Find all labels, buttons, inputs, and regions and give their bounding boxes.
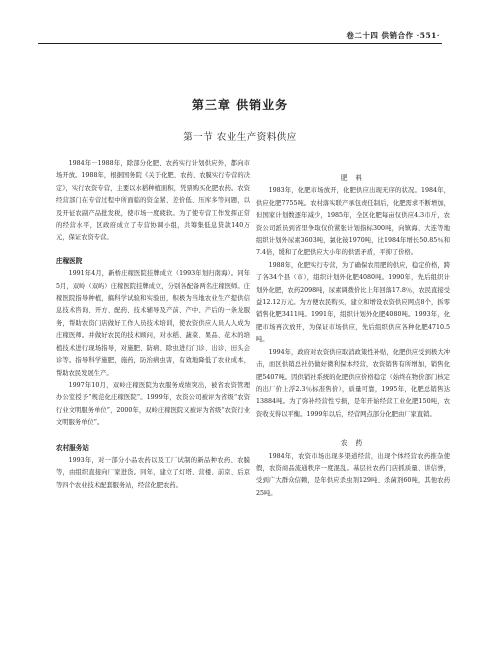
fertilizer-paragraph-2: 1988年，化肥实行专营，为了确保农用肥的供应，稳定价格，跨了各34个县（市），组织计划外化肥4080吨。1990年，先后组织计划外化肥，农药2098吨，尿素调拨价比上年回落17.8％，农民直接受益12.12万元。为方便农民购买，建立和增设农资供应网点8个，拆零销售化肥3411吨。1991年，组织计划外化肥4080吨。1993年，化肥市场再次放开，为保证市场供应，先后组织供应各种化肥4710.5吨。 — [256, 261, 450, 344]
fertilizer-paragraph-3: 1994年，政府对农资供应取消政策性补贴，化肥供应受到极大冲击，而区供销总社仍做好微利保本经营，农资销售有所增加，销售化肥5407吨。因供销社系统的化肥供应价格稳定（始终在物价部门核定的出厂价上浮2.3％标准售价），质量可靠，1995年，化肥总销售达13884吨。为了弥补经营性亏损，是年开始经营工业化肥150吨，农资收支得以平衡。1999年以后，经营网点部分化肥由厂家直销。 — [256, 348, 450, 418]
fertilizer-paragraph-1: 1983年，化肥市场放开，化肥供应出现无序的状况。1984年，供应化肥7755吨。农村落实联产承包责任制后，化肥需求不断增加，但国家计划数逐年减少，1985年，全区化肥每亩仅供应4.3市斤，农资公司派员到省里争取仅价紧张计划指标300吨，向镇海、大连等地组织计划外尿素3603吨，氯化铵1970吨，比1984年增长50.85％和7.4倍，缓和了化肥供应大小年的供需矛盾，平抑了价格。 — [256, 187, 450, 257]
zhuangjia-paragraph-1: 1991年4月，新桥庄稼医院挂牌成立（1993年划归南海）。同年5月，双岭（双屿）庄稼医院挂牌成立，分别各配备两名庄稼医师。庄稼医院指导种植，搞科学试验和实验田，积极为当地农业生产提供信息技术咨询、开方、配药、技术辅导及产前、产中、产后的一条龙服务，帮助农资门店做好工作人员技术培训，使农资供应人员人人成为庄稼医师。并做好农民的技术顾问，对水稻、蔬菜、果品、花木的培植技术进行现场指导，对施肥、防病、除虫进行门诊、出诊、田头会诊等。指导科学施肥，施药，防治病虫害，有效地降低了农业成本，帮助农民发展生产。 — [56, 270, 250, 377]
zhuangjia-heading: 庄稼医院 — [56, 256, 83, 265]
running-head: 卷二十四 供销合作 ·551· — [346, 31, 440, 40]
section-title: 第一节 农业生产资料供应 — [183, 132, 297, 143]
left-column — [56, 158, 250, 492]
header-rule — [38, 43, 442, 44]
fertilizer-heading: 肥 料 — [340, 174, 366, 182]
pesticide-heading: 农 药 — [340, 439, 366, 448]
service-station-heading: 农村服务站 — [56, 443, 89, 452]
intro-paragraph: 1984年－1988年，除部分化肥、农药实行计划供应外，都向市场开放。1988年，根据国务院《关于化肥、农药、农膜实行专营的决定》，实行农资专营，主要以水稻种植面积，凭票购买化肥农药。农资经营部门在专营过程中所面临的资金紧、差价低、压库多等问题，以及开征农副产品批发税，使市场一度疲软。为了使专营工作发挥正常的经营水平，区政府成立了专营协调小组，共筹集低息贷款140万元，保证农资专营。 — [56, 160, 250, 242]
pesticide-paragraph: 1984年，农资市场出现多渠道经营，出现个体经营农药推杂使假，农资商品流通秩序一度混乱。基层社农药门店抓质量、讲信誉，受到广大群众信赖，是年供应杀虫剂129吨、杀菌剂60吨，其他农药25吨。 — [256, 452, 450, 497]
chapter-title: 第三章 供销业务 — [191, 98, 289, 112]
zhuangjia-paragraph-2: 1997年10月，双岭庄稼医院为农服务成绩突出，被省农资管理办公室授予“规范化庄稼医院”。1999年，农资公司被评为省级“农资行业文明服务单位”，2000年，双岭庄稼医院又被评为省级“农资行业文明服务单位”。 — [56, 381, 250, 427]
service-station-paragraph: 1993年，对一部分小品农药以及工厂试制的新品种农药、农膜等，由组织直接向厂家进货。同年，建立了灯塔、营楼、前京、后京等四个农业技术配套服务站，经营化肥农药。 — [56, 456, 250, 489]
right-column — [256, 158, 450, 500]
